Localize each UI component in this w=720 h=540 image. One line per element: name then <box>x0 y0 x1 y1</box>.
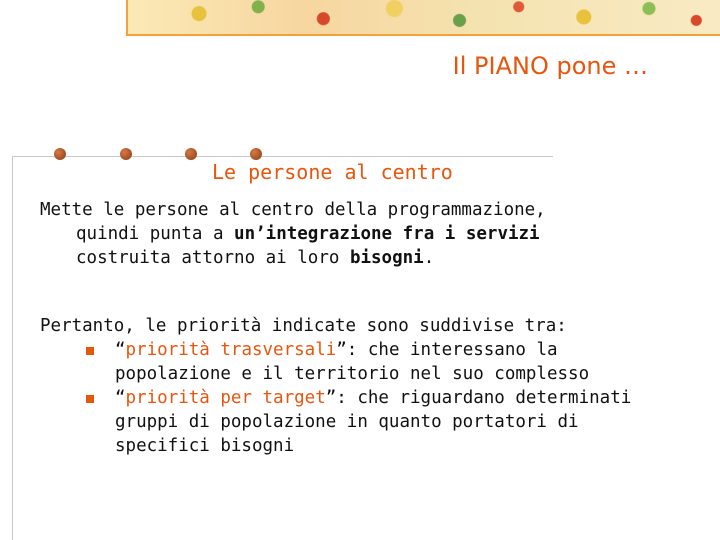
priorities-list <box>40 338 700 458</box>
round-dot-icon <box>250 148 262 160</box>
bullet-line: popolazione e il territorio nel suo complesso <box>115 364 590 384</box>
list-item <box>40 338 700 386</box>
square-bullet-icon <box>86 395 94 403</box>
bullet-line: gruppi di popolazione in quanto portatori di <box>115 412 579 432</box>
bullet-line <box>115 386 700 410</box>
text-run: “ <box>115 388 126 408</box>
intro-paragraph <box>40 198 680 270</box>
square-bullet-icon <box>86 347 94 355</box>
round-dot-icon <box>54 148 66 160</box>
slide-subtitle: Le persone al centro <box>212 160 453 184</box>
priorities-intro: Pertanto, le priorità indicate sono suddivise tra: <box>40 316 567 336</box>
priority-term: priorità per target <box>125 388 326 408</box>
text-run: costruita attorno ai loro <box>76 248 350 268</box>
round-dot-icon <box>185 148 197 160</box>
list-item <box>40 386 700 458</box>
priority-term: priorità trasversali <box>125 340 337 360</box>
text-run: ”: <box>325 388 358 408</box>
text-run: ”: <box>336 340 368 360</box>
text-run: che riguardano determinati <box>357 388 632 408</box>
text-run: “ <box>115 340 126 360</box>
priorities-paragraph <box>40 314 700 458</box>
decorative-banner <box>126 0 720 36</box>
bullet-line <box>115 338 700 362</box>
paragraph-line <box>40 246 680 270</box>
paragraph-line <box>40 222 680 246</box>
horizontal-rule <box>12 156 553 157</box>
slide-title: Il PIANO pone … <box>452 52 648 80</box>
left-vertical-rule <box>12 157 13 540</box>
text-run: . <box>423 248 435 268</box>
round-dot-icon <box>120 148 132 160</box>
paragraph-line: Mette le persone al centro della programmazione, <box>40 200 546 220</box>
text-run: quindi punta a <box>76 224 235 244</box>
text-run: che interessano la <box>367 340 558 360</box>
emphasis-text: un’integrazione fra i servizi <box>234 224 540 244</box>
emphasis-text: bisogni <box>349 248 424 268</box>
bullet-line: specifici bisogni <box>115 436 295 456</box>
